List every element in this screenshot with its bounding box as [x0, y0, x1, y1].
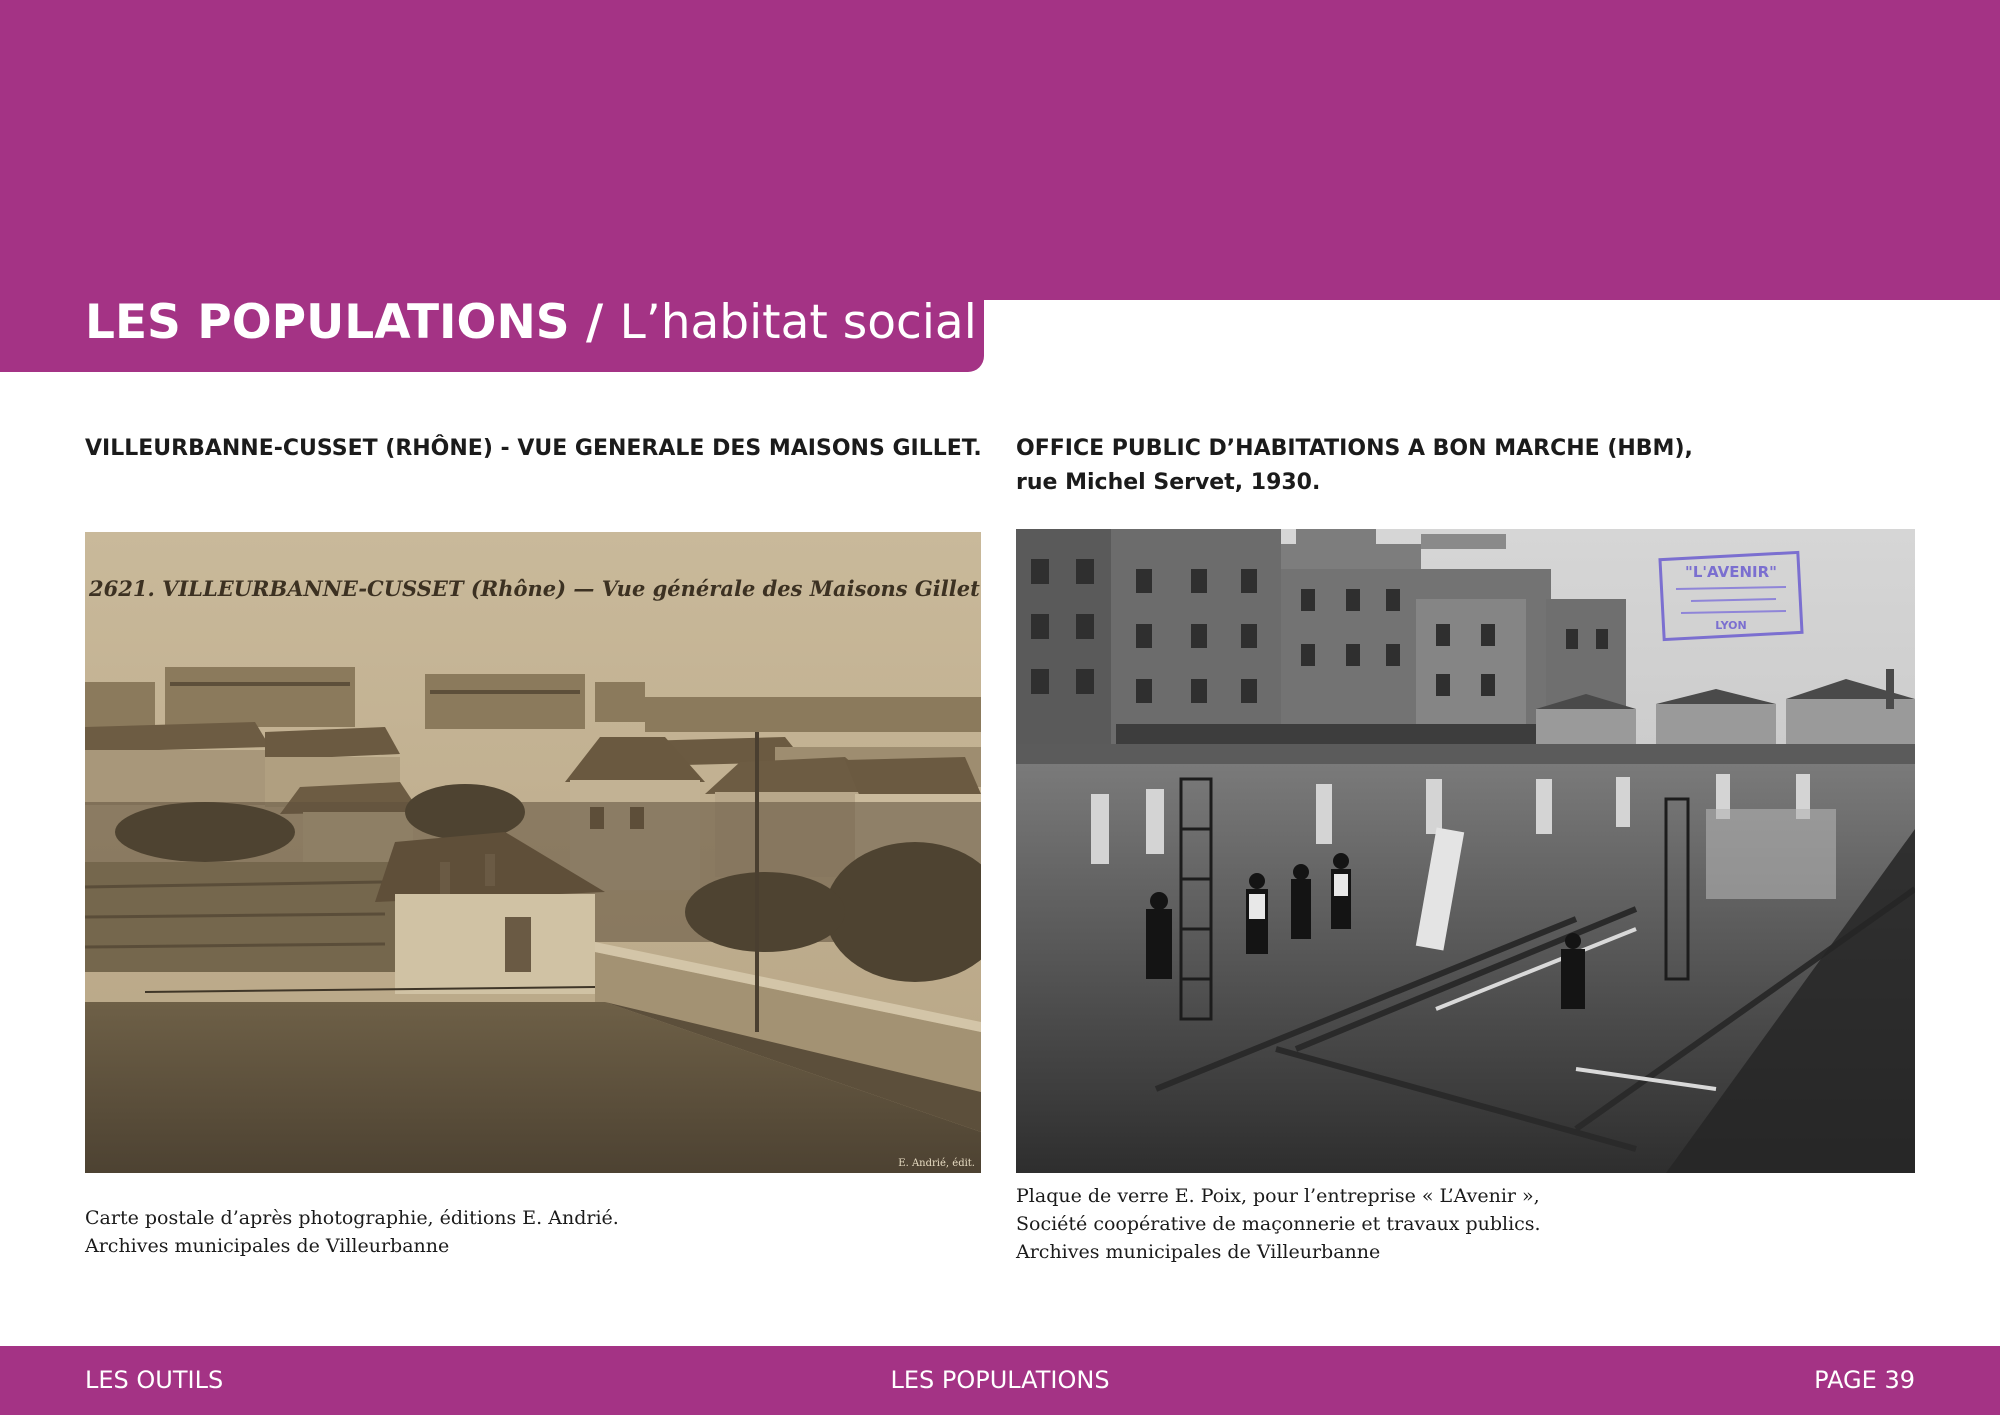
right-photo-title-line-2: rue Michel Servet, 1930.: [1016, 470, 1321, 495]
postcard-image: [85, 532, 981, 1173]
postcard-publisher-mark: E. Andrié, édit.: [898, 1158, 975, 1169]
header-band: [0, 0, 2000, 300]
footer-page-number: PAGE 39: [1814, 1366, 1915, 1394]
postcard-caption: 2621. VILLEURBANNE-CUSSET (Rhône) — Vue générale des Maisons Gillet: [89, 576, 980, 601]
right-caption-line-2: Société coopérative de maçonnerie et travaux publics.: [1016, 1213, 1541, 1235]
footer-section-link: LES OUTILS: [85, 1366, 224, 1394]
section-title: LES POPULATIONS: [85, 295, 570, 350]
page-title: [85, 292, 977, 354]
title-separator: /: [569, 295, 620, 350]
stamp-city: LYON: [1715, 619, 1747, 632]
subsection-title: L’habitat social: [619, 295, 977, 350]
left-caption-line-1: Carte postale d’après photographie, éditions E. Andrié.: [85, 1207, 619, 1229]
left-photo-title: VILLEURBANNE-CUSSET (RHÔNE) - VUE GENERALE DES MAISONS GILLET.: [85, 436, 982, 461]
construction-photo: [1016, 529, 1915, 1173]
left-caption-line-2: Archives municipales de Villeurbanne: [85, 1235, 450, 1257]
right-caption-line-1: Plaque de verre E. Poix, pour l’entreprise « L’Avenir »,: [1016, 1185, 1540, 1207]
construction-image: [1016, 529, 1915, 1173]
postcard-photo: [85, 532, 981, 1173]
stamp-label: "L'AVENIR": [1685, 563, 1777, 581]
right-photo-title-line-1: OFFICE PUBLIC D’HABITATIONS A BON MARCHE (HBM),: [1016, 436, 1693, 461]
right-caption-line-3: Archives municipales de Villeurbanne: [1016, 1241, 1381, 1263]
header-notch: [984, 300, 2000, 380]
footer-chapter-label: LES POPULATIONS: [890, 1366, 1110, 1394]
